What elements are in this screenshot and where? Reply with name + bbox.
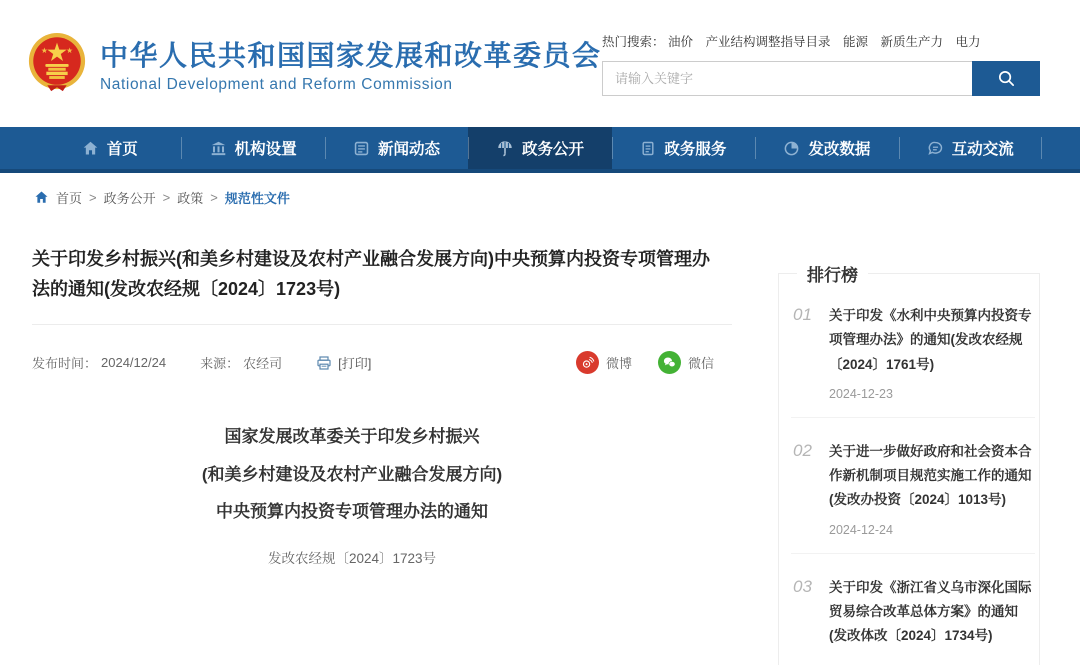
ranking-item-date: 2024-12-23 <box>829 386 893 401</box>
document-number: 发改农经规〔2024〕1723号 <box>267 550 437 566</box>
breadcrumb <box>0 173 1080 219</box>
hot-keyword[interactable]: 油价 <box>668 34 694 49</box>
article-title: 关于印发乡村振兴(和美乡村建设及农村产业融合发展方向)中央预算内投资专项管理办法的通知(发改农经规〔2024〕1723号) <box>32 249 710 299</box>
nav-item-news[interactable] <box>325 127 468 169</box>
ranking-title: 排行榜 <box>797 261 868 286</box>
site-title-chinese: 中华人民共和国国家发展和改革委员会 <box>100 39 602 71</box>
hot-keyword[interactable]: 产业结构调整指导目录 <box>705 34 831 49</box>
chat-icon <box>927 140 944 157</box>
breadcrumb-home[interactable]: 首页 <box>56 191 83 206</box>
national-emblem-logo <box>26 31 88 93</box>
weibo-icon <box>576 351 599 374</box>
document-heading-line2: (和美乡村建设及农村产业融合发展方向) <box>201 464 503 484</box>
wechat-icon <box>658 351 681 374</box>
site-title-block <box>100 34 602 94</box>
search-icon <box>997 69 1016 88</box>
share-buttons <box>576 351 732 374</box>
home-icon <box>82 140 99 157</box>
ranking-item-link[interactable]: 关于进一步做好政府和社会资本合作新机制项目规范实施工作的通知(发改办投资〔2024〕1013号) <box>829 443 1032 508</box>
share-weibo-button[interactable] <box>576 351 632 374</box>
bank-icon <box>210 140 227 157</box>
hot-search-row <box>602 32 1040 50</box>
site-header <box>0 0 1080 127</box>
wechat-label: 微信 <box>687 356 714 372</box>
ranking-item-2 <box>791 436 1035 554</box>
breadcrumb-policy[interactable]: 政策 <box>177 191 204 206</box>
nav-label: 政务公开 <box>521 141 584 158</box>
ranking-item-1 <box>791 300 1035 418</box>
nav-label: 发改数据 <box>808 141 871 158</box>
ranking-item-link[interactable]: 关于印发《水利中央预算内投资专项管理办法》的通知(发改农经规〔2024〕1761号) <box>829 308 1032 372</box>
ranking-panel <box>778 266 1040 665</box>
nav-label: 机构设置 <box>234 141 297 158</box>
nav-label: 互动交流 <box>951 141 1014 158</box>
hot-keyword[interactable]: 能源 <box>843 34 869 49</box>
search-button[interactable] <box>972 61 1040 96</box>
hot-keyword[interactable]: 新质生产力 <box>880 34 944 49</box>
ranking-item-date: 2024-12-24 <box>829 522 893 537</box>
publish-time-label: 发布时间： <box>32 356 98 372</box>
article-area <box>32 219 732 665</box>
weibo-label: 微博 <box>605 356 632 372</box>
nav-item-interaction[interactable] <box>899 127 1042 169</box>
document-heading-line1: 国家发展改革委关于印发乡村振兴 <box>224 427 480 447</box>
publish-time-value: 2024/12/24 <box>101 355 167 371</box>
search-input[interactable] <box>602 61 972 96</box>
nav-item-gov-services[interactable] <box>612 127 755 169</box>
pie-chart-icon <box>783 140 800 157</box>
nav-item-data[interactable] <box>755 127 898 169</box>
hot-search-label: 热门搜索： <box>602 34 665 49</box>
document-heading-line3: 中央预算内投资专项管理办法的通知 <box>216 502 488 522</box>
breadcrumb-separator: > <box>210 190 218 205</box>
nav-label: 首页 <box>106 141 138 158</box>
print-label: [打印] <box>338 356 372 372</box>
gov-open-icon <box>496 139 514 157</box>
hot-keyword[interactable]: 电力 <box>955 34 981 49</box>
source-value: 农经司 <box>243 356 283 372</box>
publish-time <box>32 353 166 372</box>
printer-icon <box>316 355 332 371</box>
nav-item-home[interactable] <box>38 127 181 169</box>
news-icon <box>353 140 370 157</box>
ranking-item-3 <box>791 572 1035 665</box>
breadcrumb-separator: > <box>162 190 171 205</box>
home-icon <box>34 190 49 205</box>
breadcrumb-current[interactable]: 规范性文件 <box>224 191 290 206</box>
breadcrumb-separator: > <box>89 190 97 205</box>
document-heading <box>32 418 732 530</box>
print-button[interactable] <box>316 353 371 372</box>
rank-number: 01 <box>793 305 812 324</box>
source-label: 来源： <box>200 356 240 372</box>
share-wechat-button[interactable] <box>658 351 714 374</box>
rank-number: 02 <box>793 440 812 460</box>
main-navigation <box>0 127 1080 173</box>
title-divider <box>32 324 732 325</box>
rank-number: 03 <box>793 576 812 596</box>
ranking-item-link[interactable]: 关于印发《浙江省义乌市深化国际贸易综合改革总体方案》的通知(发改体改〔2024〕1734号) <box>829 579 1032 644</box>
nav-label: 政务服务 <box>664 141 727 158</box>
breadcrumb-gov-open[interactable]: 政务公开 <box>103 191 156 206</box>
site-title-english: National Development and Reform Commission <box>100 75 453 93</box>
ranking-sidebar <box>778 219 1040 665</box>
document-icon <box>640 140 656 157</box>
nav-item-organization[interactable] <box>181 127 324 169</box>
nav-item-gov-open[interactable] <box>468 127 611 169</box>
nav-label: 新闻动态 <box>378 141 441 158</box>
article-meta-row <box>32 351 732 374</box>
source <box>200 353 282 372</box>
